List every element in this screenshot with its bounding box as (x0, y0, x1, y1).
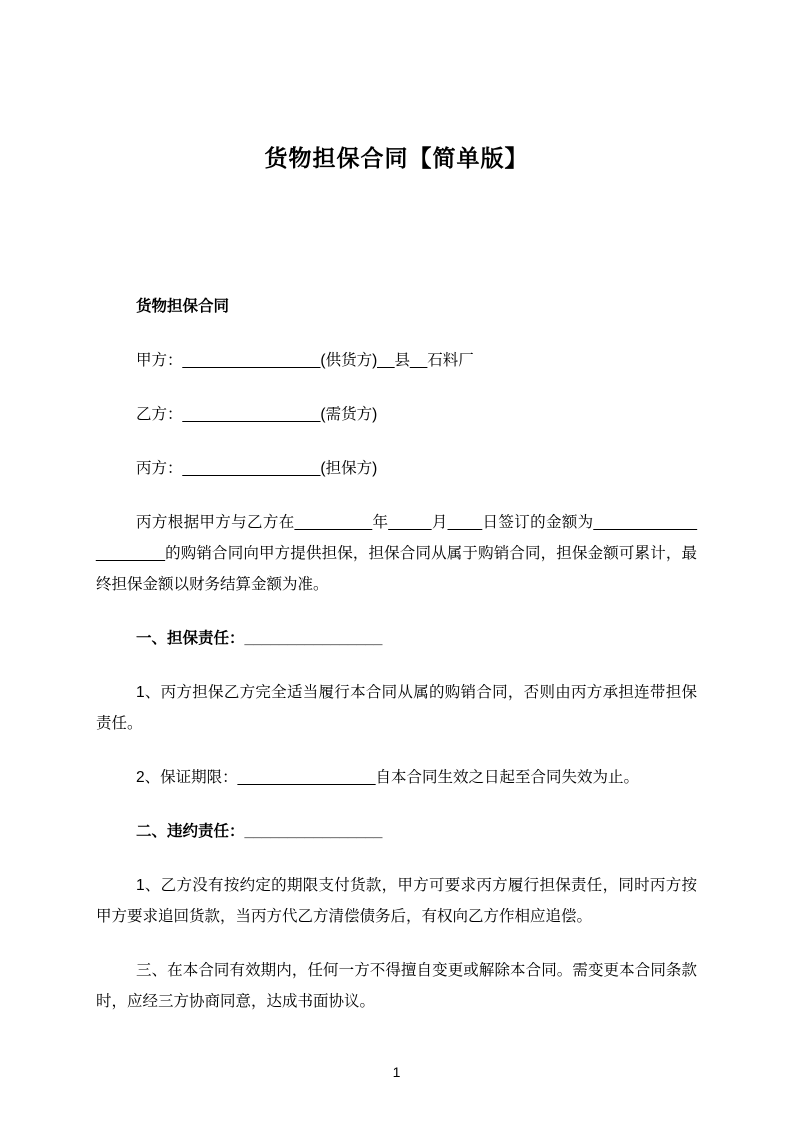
document-body (0, 291, 793, 1017)
paragraph: 一、担保责任：________________ (136, 630, 383, 647)
paragraph: 二、违约责任：________________ (136, 823, 383, 840)
paragraph: 乙方：________________(需货方) (136, 406, 378, 423)
paragraph: 货物担保合同 (136, 298, 230, 315)
paragraph: 1、乙方没有按约定的期限支付货款，甲方可要求丙方履行担保责任，同时丙方按甲方要求追回货款，当丙方代乙方清偿债务后，有权向乙方作相应追偿。 (96, 877, 697, 925)
paragraph: 甲方：________________(供货方)__县__石料厂 (136, 352, 474, 369)
paragraph: 1、丙方担保乙方完全适当履行本合同从属的购销合同，否则由丙方承担连带担保责任。 (96, 684, 697, 732)
paragraph: 丙方根据甲方与乙方在_________年_____月____日签订的金额为____________________的购销合同向甲方提供担保，担保合同从属于购销合同，担保金额可累计，最终担保金额以财务结算金额为准。 (96, 514, 697, 593)
document-title: 货物担保合同【简单版】 (264, 145, 529, 171)
paragraph: 丙方：________________(担保方) (136, 460, 378, 477)
paragraph: 2、保证期限：________________自本合同生效之日起至合同失效为止。 (136, 769, 640, 786)
paragraph: 三、在本合同有效期内，任何一方不得擅自变更或解除本合同。需变更本合同条款时，应经三方协商同意，达成书面协议。 (96, 962, 697, 1010)
page-number: 1 (392, 1064, 401, 1080)
